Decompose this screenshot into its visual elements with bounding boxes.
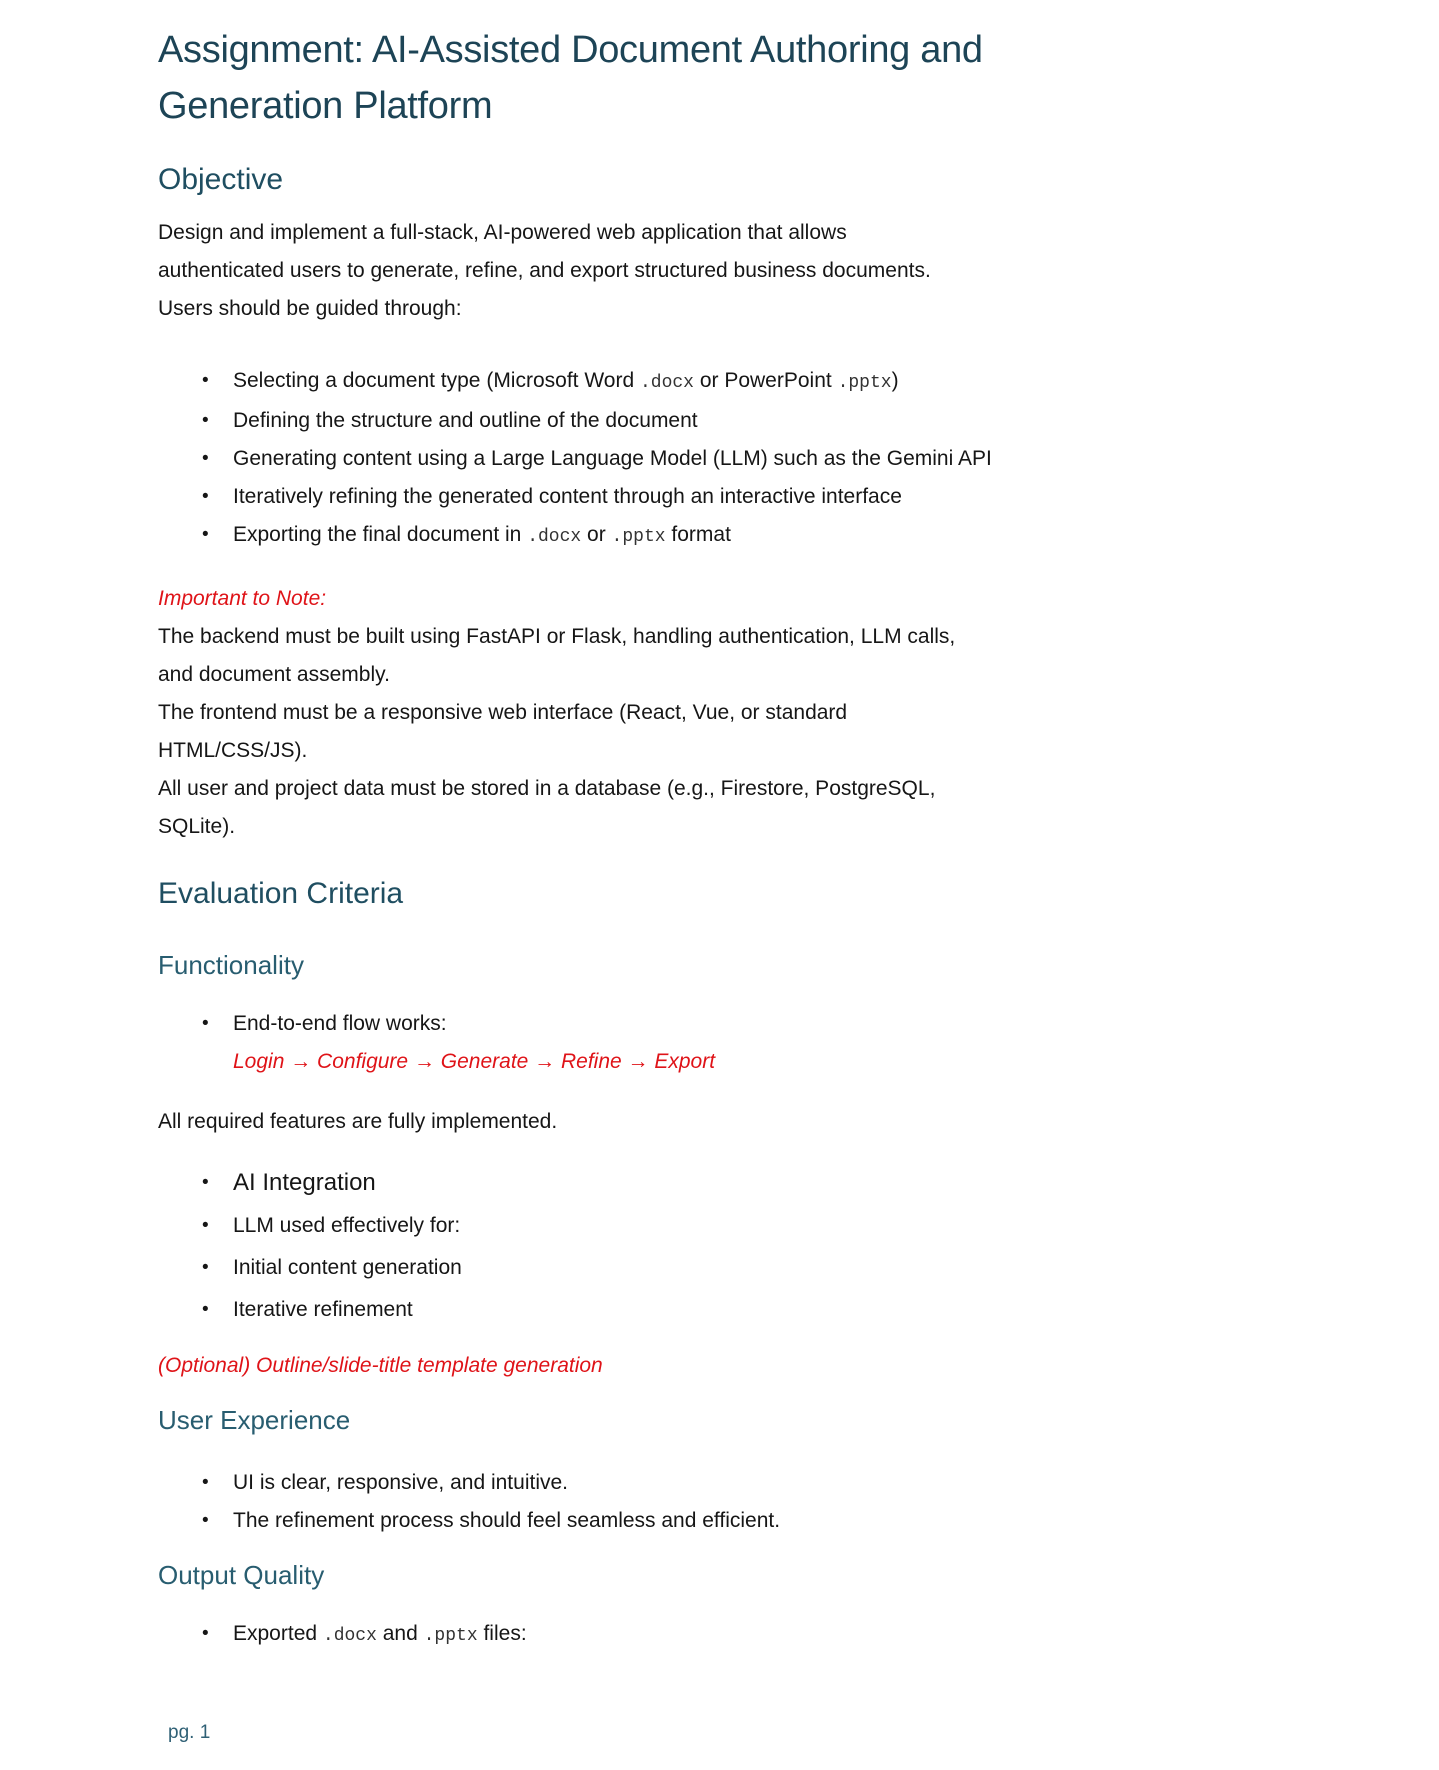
docx-extension: .docx	[527, 527, 582, 547]
bullet-dot-icon: •	[202, 370, 209, 391]
list-item	[158, 478, 1289, 516]
features-note: All required features are fully implemented.	[158, 1110, 558, 1133]
optional-note: (Optional) Outline/slide-title template generation	[158, 1354, 603, 1377]
list-item-text: Defining the structure and outline of the document	[233, 409, 698, 432]
heading-evaluation-criteria: Evaluation Criteria	[158, 877, 404, 910]
bullet-dot-icon: •	[202, 1215, 209, 1236]
note-line-3: The frontend must be a responsive web interface (React, Vue, or standard	[158, 701, 848, 724]
list-item-text: Initial content generation	[233, 1256, 462, 1279]
list-item	[158, 516, 1289, 556]
bullet-dot-icon: •	[202, 524, 209, 545]
bullet-dot-icon: •	[202, 1472, 209, 1493]
heading-output-quality: Output Quality	[158, 1560, 325, 1590]
list-item	[158, 1502, 1289, 1540]
list-item-text: Exported .docx and .pptx files:	[233, 1622, 527, 1646]
list-item-text: The refinement process should feel seamless and efficient.	[233, 1509, 781, 1532]
heading-objective: Objective	[158, 163, 284, 196]
important-note-block	[158, 580, 1289, 846]
list-item	[158, 402, 1289, 440]
bullet-list-ai-integration	[158, 1161, 1289, 1331]
list-item	[158, 1247, 1289, 1289]
note-line-5: All user and project data must be stored in a database (e.g., Firestore, PostgreSQL,	[158, 777, 936, 800]
bullet-dot-icon: •	[202, 486, 209, 507]
bullet-dot-icon: •	[202, 1013, 209, 1034]
list-item	[158, 1289, 1289, 1331]
list-item-text: Iterative refinement	[233, 1298, 413, 1321]
document-title	[158, 22, 1289, 134]
functionality-flow-block	[158, 1005, 1289, 1081]
bullet-dot-icon: •	[202, 1623, 209, 1644]
list-item-text: End-to-end flow works:	[233, 1012, 447, 1035]
list-item-text: LLM used effectively for:	[233, 1214, 461, 1237]
note-line-1: The backend must be built using FastAPI or Flask, handling authentication, LLM calls,	[158, 625, 956, 648]
list-item-text: AI Integration	[233, 1169, 376, 1196]
bullet-dot-icon: •	[202, 1510, 209, 1531]
list-item-text: Generating content using a Large Language Model (LLM) such as the Gemini API	[233, 447, 992, 470]
bullet-list-objective	[158, 362, 1289, 556]
bullet-dot-icon: •	[202, 1172, 209, 1193]
list-item-text: Iteratively refining the generated content through an interactive interface	[233, 485, 902, 508]
list-item	[158, 1205, 1289, 1247]
note-line-6: SQLite).	[158, 815, 236, 838]
list-item-text: UI is clear, responsive, and intuitive.	[233, 1471, 568, 1494]
list-item	[158, 362, 1289, 402]
note-heading: Important to Note:	[158, 587, 327, 610]
list-item	[158, 1005, 1289, 1043]
heading-functionality: Functionality	[158, 950, 304, 980]
list-item	[158, 440, 1289, 478]
bullet-dot-icon: •	[202, 1299, 209, 1320]
page-number: pg. 1	[168, 1722, 211, 1743]
docx-extension: .docx	[322, 1626, 377, 1646]
list-item-text: Selecting a document type (Microsoft Word .docx or PowerPoint .pptx)	[233, 369, 899, 393]
pptx-extension: .pptx	[837, 373, 892, 393]
bullet-list-output-quality	[158, 1615, 1289, 1655]
flow-detail-text: Login → Configure → Generate → Refine → Export	[233, 1050, 716, 1073]
title-line-1: Assignment: AI-Assisted Document Authoring and	[158, 29, 983, 71]
bullet-dot-icon: •	[202, 1257, 209, 1278]
heading-user-experience: User Experience	[158, 1405, 351, 1435]
note-line-4: HTML/CSS/JS).	[158, 739, 308, 762]
list-item	[158, 1464, 1289, 1502]
list-item-text: Exporting the final document in .docx or .pptx format	[233, 523, 731, 547]
bullet-dot-icon: •	[202, 410, 209, 431]
bullet-list-user-experience	[158, 1464, 1289, 1540]
note-line-2: and document assembly.	[158, 663, 390, 686]
title-line-2: Generation Platform	[158, 85, 493, 127]
objective-intro-line-3: Users should be guided through:	[158, 297, 462, 320]
objective-intro-line-1: Design and implement a full-stack, AI-powered web application that allows	[158, 221, 847, 244]
docx-extension: .docx	[639, 373, 694, 393]
list-item	[158, 1615, 1289, 1655]
bullet-dot-icon: •	[202, 448, 209, 469]
pptx-extension: .pptx	[611, 527, 666, 547]
list-item	[158, 1161, 1289, 1205]
objective-intro-line-2: authenticated users to generate, refine, and export structured business documents.	[158, 259, 931, 282]
objective-intro-paragraph	[158, 214, 1289, 328]
pptx-extension: .pptx	[423, 1626, 478, 1646]
